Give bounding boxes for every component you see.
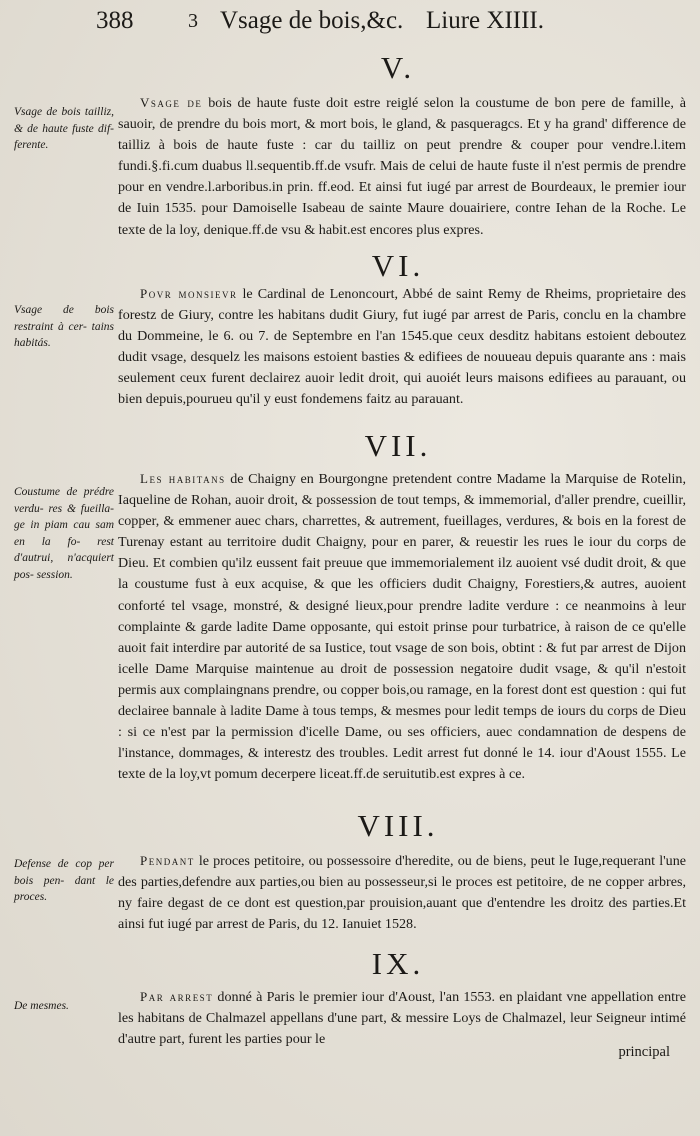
margin-note-viii: Defense de cop per bois pen- dant le proces. [14,858,114,904]
margin-note-vi: Vsage de bois restraint à cer- tains habitás. [14,304,114,350]
section-body-ix: donné à Paris le premier iour d'Aoust, l'an 1553. en plaidant vne appellation entre les habitans de Chalmazel appellans d'une part, & messire Loys de Chalmazel, leur Seigneur intimé d'autre part, furent les parties pour le [118,989,686,1048]
section-lead-vi: Povr monsievr [140,286,238,301]
section-body-viii: le proces petitoire, ou possessoire d'heredite, ou de biens, peut le Iuge,requerant l'une des parties,defendre aux parties,ou bien au possesseur,si le proces est petitoire, de ne copper arbres, ny faire degast de ce dont est question,par prouision,auant que d'entendre les droitz des parties.Et ainsi fut iugé par arrest de Paris, du 12. Ianuiet 1528. [118,853,686,933]
section-text-v [118,92,686,241]
running-header [96,4,686,38]
section-text-vii [118,468,686,785]
margin-note-ix: De mesmes. [14,1000,69,1012]
page-number: 388 [96,7,134,34]
section-body-v: bois de haute fuste doit estre reiglé selon la coustume de bon pere de famille, à sauoir, de prendre du bois mort, & mort bois, le gland, & pasqueragcs. Et y ha grand' difference de tailliz à bois de haute fuste : car du tailliz on peut prendre & couper pour vendre.l.item fundi.§.fi.cum duabus ll.sequentib.ff.de vsufr. Mais de celui de haute fuste il n'est permis de prendre pour en vendre.l.arboribus.in prin. ff.eod. Et ainsi fut iugé par arrest de Bourdeaux, le premier iour de Iuin 1535. pour Damoiselle Isabeau de sainte Maure douairiere, contre Iehan de la Roche. Le texte de la loy, denique.ff.de vsu & habit.est encores plus expres. [118,95,686,238]
section-lead-v: Vsage de [140,95,203,110]
section-lead-ix: Par arrest [140,989,214,1004]
section-text-vi [118,283,686,411]
section-heading-v: V. [380,50,416,85]
catchword: principal [618,1044,670,1060]
margin-note-v: Vsage de bois tailliz, & de haute fuste dif- ferente. [14,106,114,152]
section-text-ix [118,986,686,1050]
section-heading-vii: VII. [364,428,432,463]
section-body-vii: de Chaigny en Bourgongne pretendent contre Madame la Marquise de Rotelin, Iaqueline de Rohan, auoir droit, & possession de tout temps, & immemorial, d'aller prendre, cueillir, copper, & emmener auec chars, charrettes, & autrement, fueillages, verdures, & bois en la forest de Turenay estant au territoire dudit Chaigny, pour en parer, & reuestir les rues le iour du corps de Dieu. Et combien qu'ilz eussent fait preuue que immemorialement ilz auoient vsé dudit droit, & que la coustume fust à eux acquise, & que les officiers dudit Chaigny, Forestiers,& autres, auoient conforté tel vsage, monstré, & designé lieux,pour prendre ladite verdure : ce neanmoins à leur complainte & garde ladite Dame opposante, qui estoit prinse pour turbatrice, à raison de ce qu'elle auoit fait interdire par autorité de sa Iustice, tout vsage de son bois, obtint : & fut par arrest de Dijon icelle Dame Marquise maintenue au droit de possession negatoire dudit vsage, & qu'il n'estoit permis aux complaingnans prendre, ou copper bois,ou ramage, en la forest dont est question : qui fut declairee bannale à ladite Dame à tous temps, & mesmes pour ledit temps de iours du corps de Dieu : si ce n'est par la permission d'icelle Dame, ou ses officiers, auec condamnation de despens de l'instance, dommages, & interestz des troubles. Ledit arrest fut donné le 14. iour d'Aoust 1555. Le texte de la loy,vt pomum decerpere liceat.ff.de seruitutib.est expres à ce. [118,471,686,783]
section-heading-ix: IX. [371,946,425,981]
section-heading-vi: VI. [371,248,425,283]
running-title: Vsage de bois,&c. [220,7,404,34]
book-number: Liure XIIII. [426,7,544,34]
margin-note-vii: Coustume de prédre verdu- res & fueilla- ge in piam cau sam en la fo- rest d'autrui, n'acquiert pos- session. [14,486,114,581]
section-heading-viii: VIII. [357,808,439,843]
section-lead-vii: Les habitans [140,471,226,486]
section-text-viii [118,850,686,935]
signature-mark: 3 [188,10,198,32]
section-body-vi: le Cardinal de Lenoncourt, Abbé de saint Remy de Rheims, proprietaire des forestz de Giury, contre les habitans dudit Giury, fut iugé par arrest de Paris, conclu en la chambre du Dommeine, le 6. ou 7. de Septembre en l'an 1545.que ceux desditz habitans estoient deboutez dudit vsage, desquelz les maisons estoient basties & edifiees de nouueau depuis quarante ans : mais seulement ceux furent declairez auoir ledit droit, qui auoiét leurs maisons edifiees au parauant, ou bien depuis,pourueu qu'il y eust fondemens faitz au parauant. [118,286,686,408]
section-lead-viii: Pendant [140,853,195,868]
